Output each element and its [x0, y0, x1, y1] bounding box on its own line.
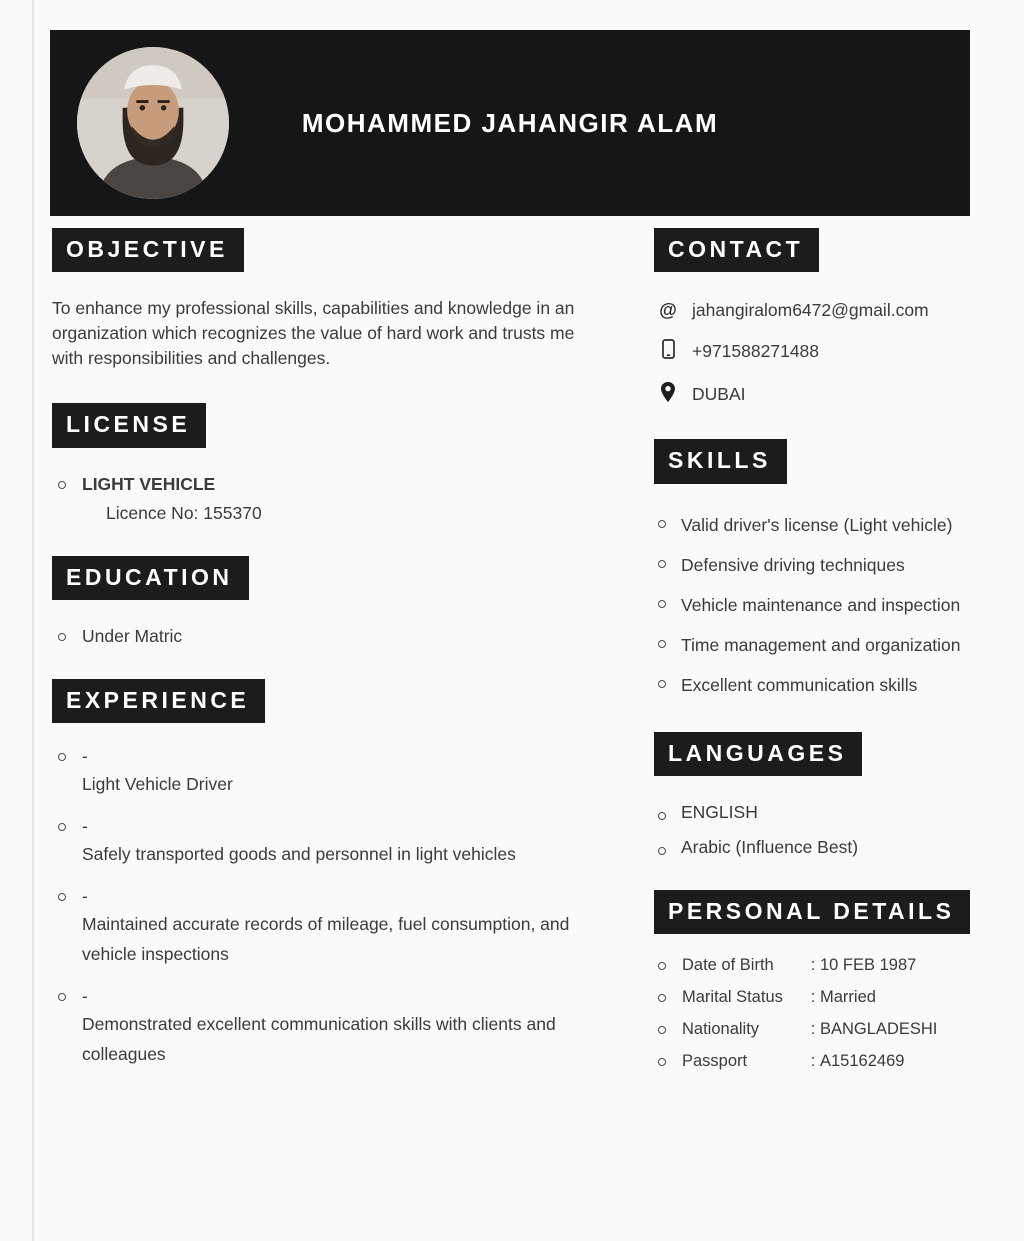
education-heading: EDUCATION: [52, 556, 249, 600]
personal-detail-row: [658, 1020, 972, 1039]
detail-separator: :: [810, 1020, 816, 1039]
skill-item: [658, 590, 972, 620]
personal-detail-row: [658, 1052, 972, 1071]
personal-detail-row: [658, 956, 972, 975]
bullet-icon: [658, 680, 666, 688]
experience-list: [58, 745, 608, 1069]
skill-text: Valid driver's license (Light vehicle): [681, 514, 953, 535]
contact-heading: CONTACT: [654, 228, 819, 272]
experience-item: [58, 745, 608, 799]
detail-separator: :: [810, 1052, 816, 1071]
detail-value: Married: [820, 988, 876, 1007]
skill-item: [658, 550, 972, 580]
bullet-icon: [58, 993, 66, 1001]
skill-text: Defensive driving techniques: [681, 554, 905, 575]
personal-detail-row: [658, 988, 972, 1007]
bullet-icon: [58, 823, 66, 831]
personal-details-section: [654, 890, 972, 1071]
candidate-name: MOHAMMED JAHANGIR ALAM: [301, 107, 719, 138]
experience-item-text: Maintained accurate records of mileage, fuel consumption, and vehicle inspections: [82, 914, 570, 965]
bullet-icon: [658, 1058, 666, 1066]
bullet-icon: [658, 520, 666, 528]
scan-edge: [32, 0, 34, 1241]
license-number: Licence No: 155370: [106, 502, 262, 523]
left-column: [52, 228, 608, 1071]
contact-list: [658, 300, 972, 407]
experience-item-dash: -: [82, 816, 88, 837]
skill-text: Time management and organization: [681, 634, 961, 655]
language-text: Arabic (Influence Best): [681, 836, 859, 857]
phone-value: +971588271488: [692, 341, 820, 362]
objective-text: To enhance my professional skills, capabilities and knowledge in an organization which recognizes the value of hard work and trusts me with responsibilities and challenges.: [52, 298, 575, 369]
experience-item-dash: -: [82, 986, 88, 1007]
bullet-icon: [658, 812, 666, 820]
detail-value: BANGLADESHI: [820, 1020, 938, 1039]
bullet-icon: [658, 1026, 666, 1034]
right-column: [654, 228, 972, 1071]
language-item: [658, 802, 972, 823]
content-columns: [52, 228, 972, 1071]
experience-section: [52, 679, 608, 1069]
bullet-icon: [658, 962, 666, 970]
bullet-icon: [58, 633, 66, 641]
skills-list: [658, 510, 972, 700]
languages-section: [654, 732, 972, 858]
objective-section: [52, 228, 608, 371]
skill-item: [658, 670, 972, 700]
experience-item: [58, 815, 608, 869]
experience-item-dash: -: [82, 886, 88, 907]
detail-label: Date of Birth: [682, 956, 774, 975]
contact-section: [654, 228, 972, 407]
license-heading: LICENSE: [52, 403, 206, 447]
license-item: [58, 474, 608, 524]
skill-item: [658, 630, 972, 660]
contact-location-row: [658, 382, 972, 407]
detail-separator: :: [810, 956, 816, 975]
language-item: [658, 837, 972, 858]
bullet-icon: [658, 600, 666, 608]
bullet-icon: [658, 560, 666, 568]
phone-icon: [658, 339, 678, 364]
experience-item: [58, 985, 608, 1069]
skill-item: [658, 510, 972, 540]
header-banner: [50, 30, 970, 216]
bullet-icon: [58, 481, 66, 489]
skill-text: Vehicle maintenance and inspection: [681, 594, 961, 615]
location-pin-icon: [658, 382, 678, 407]
skills-heading: SKILLS: [654, 439, 787, 483]
objective-heading: OBJECTIVE: [52, 228, 244, 272]
experience-item-dash: -: [82, 746, 88, 767]
education-section: [52, 556, 608, 647]
languages-list: [658, 802, 972, 858]
skill-text: Excellent communication skills: [681, 674, 918, 695]
language-text: ENGLISH: [681, 801, 758, 822]
experience-item-text: Safely transported goods and personnel in light vehicles: [82, 844, 516, 865]
contact-email-row: [658, 300, 972, 321]
detail-label: Marital Status: [682, 988, 783, 1007]
license-section: [52, 403, 608, 523]
education-item-text: Under Matric: [82, 625, 183, 646]
detail-value: 10 FEB 1987: [820, 956, 917, 975]
detail-label: Nationality: [682, 1020, 760, 1039]
bullet-icon: [58, 753, 66, 761]
personal-details-heading: PERSONAL DETAILS: [654, 890, 970, 934]
personal-details-list: [658, 956, 972, 1071]
experience-item: [58, 885, 608, 969]
detail-separator: :: [810, 988, 816, 1007]
experience-item-text: Demonstrated excellent communication skills with clients and colleagues: [82, 1014, 556, 1065]
detail-value: A15162469: [820, 1052, 905, 1071]
languages-heading: LANGUAGES: [654, 732, 862, 776]
experience-item-text: Light Vehicle Driver: [82, 774, 233, 795]
bullet-icon: [58, 893, 66, 901]
bullet-icon: [658, 994, 666, 1002]
detail-label: Passport: [682, 1052, 748, 1071]
email-icon: @: [659, 300, 677, 321]
bullet-icon: [658, 640, 666, 648]
contact-phone-row: [658, 339, 972, 364]
email-value: jahangiralom6472@gmail.com: [692, 300, 929, 321]
location-value: DUBAI: [692, 384, 746, 405]
education-item: [58, 626, 608, 647]
skills-section: [654, 439, 972, 699]
experience-heading: EXPERIENCE: [52, 679, 265, 723]
license-name: LIGHT VEHICLE: [82, 473, 216, 494]
bullet-icon: [658, 847, 666, 855]
